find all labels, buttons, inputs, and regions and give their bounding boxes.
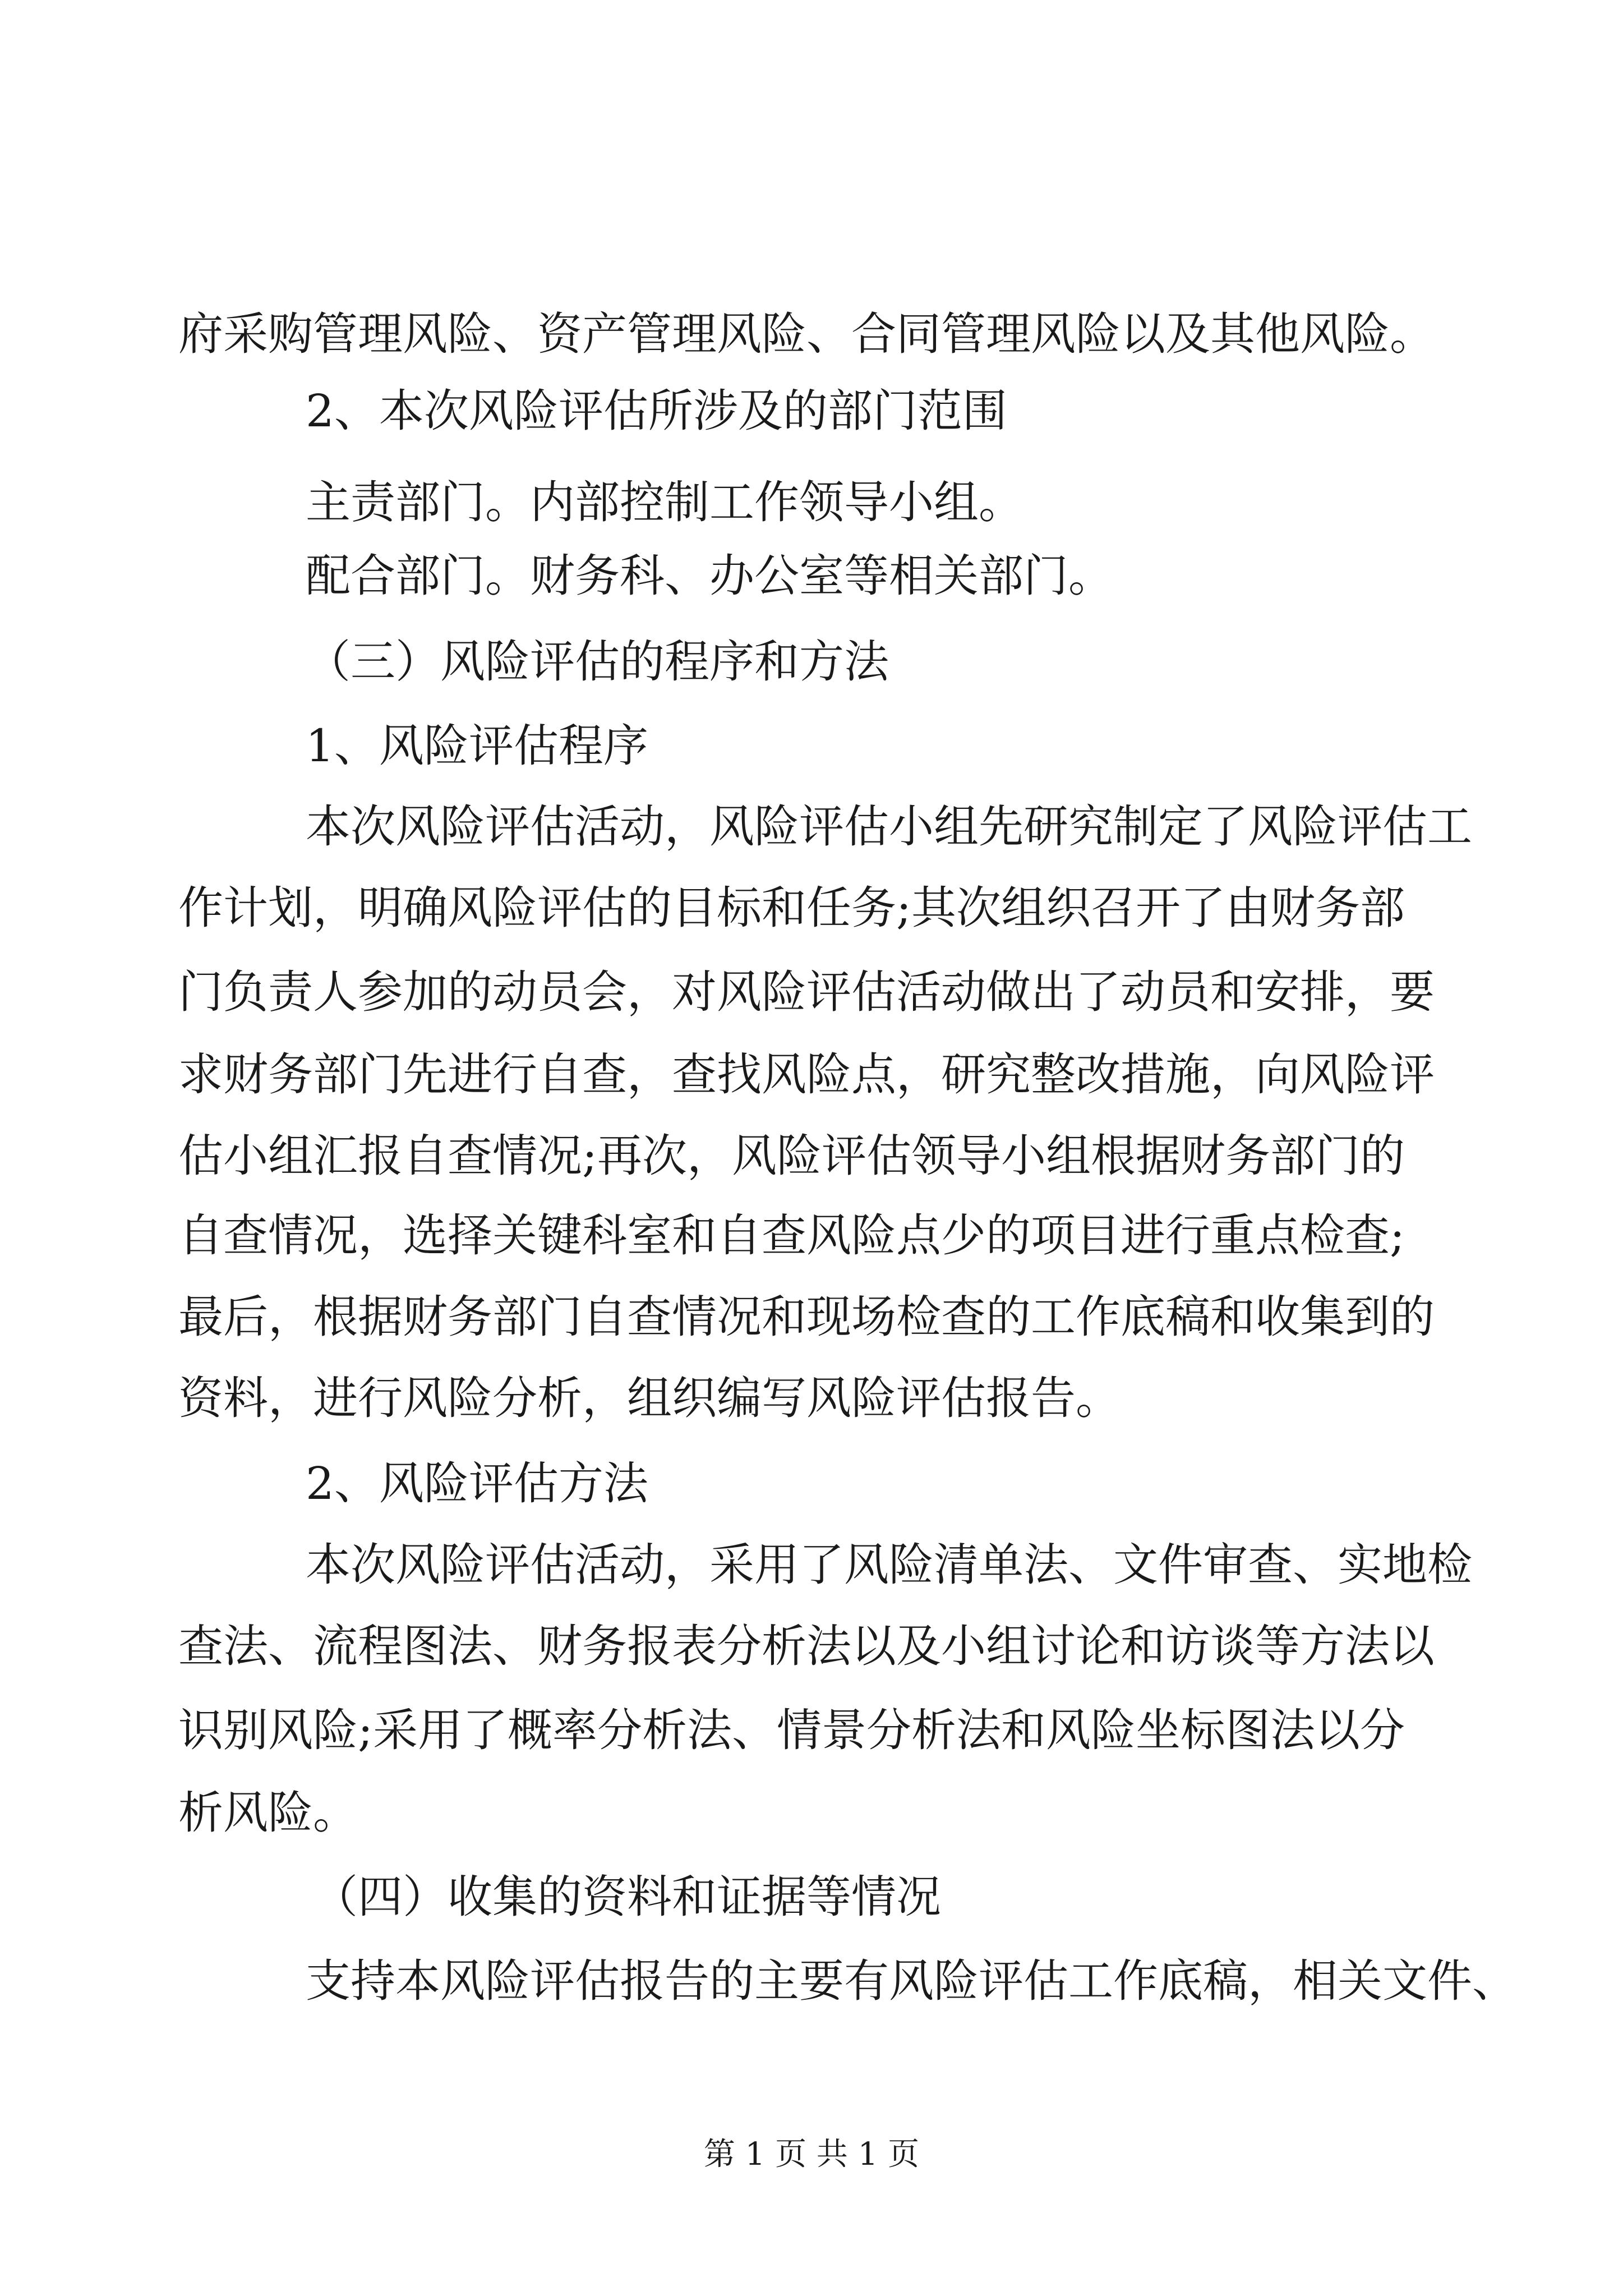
text-line-2: 2、本次风险评估所涉及的部门范围 <box>306 385 1007 437</box>
page-footer: 第 1 页 共 1 页 <box>703 2136 920 2173</box>
text-line-7: 本次风险评估活动，风险评估小组先研究制定了风险评估工 <box>306 800 1472 853</box>
text-line-11: 估小组汇报自查情况;再次，风险评估领导小组根据财务部门的 <box>178 1130 1405 1182</box>
text-line-17: 查法、流程图法、财务报表分析法以及小组讨论和访谈等方法以 <box>178 1620 1435 1672</box>
text-line-10: 求财务部门先进行自查，查找风险点，研究整改措施，向风险评 <box>178 1048 1435 1101</box>
text-line-12: 自查情况，选择关键科室和自查风险点少的项目进行重点检查; <box>178 1209 1405 1262</box>
section-heading-3: （三）风险评估的程序和方法 <box>306 636 889 688</box>
text-line-4: 配合部门。财务科、办公室等相关部门。 <box>306 550 1113 602</box>
text-line-9: 门负责人参加的动员会，对风险评估活动做出了动员和安排，要 <box>178 966 1435 1018</box>
text-line-20: （四）收集的资料和证据等情况 <box>313 1871 941 1923</box>
subsection-heading-2: 2、风险评估方法 <box>306 1457 648 1510</box>
text-line-3: 主责部门。内部控制工作领导小组。 <box>306 476 1023 528</box>
subsection-heading-1: 1、风险评估程序 <box>306 720 648 772</box>
text-line-8: 作计划，明确风险评估的目标和任务;其次组织召开了由财务部 <box>178 882 1405 934</box>
text-line-14: 资料，进行风险分析，组织编写风险评估报告。 <box>178 1372 1121 1424</box>
text-line-21: 支持本风险评估报告的主要有风险评估工作底稿，相关文件、 <box>306 1955 1517 2007</box>
text-line-19: 析风险。 <box>178 1787 358 1839</box>
text-line-16: 本次风险评估活动，采用了风险清单法、文件审查、实地检 <box>306 1539 1472 1591</box>
text-line-18: 识别风险;采用了概率分析法、情景分析法和风险坐标图法以分 <box>178 1704 1405 1756</box>
text-line-1: 府采购管理风险、资产管理风险、合同管理风险以及其他风险。 <box>178 308 1435 360</box>
text-line-13: 最后，根据财务部门自查情况和现场检查的工作底稿和收集到的 <box>178 1291 1435 1343</box>
